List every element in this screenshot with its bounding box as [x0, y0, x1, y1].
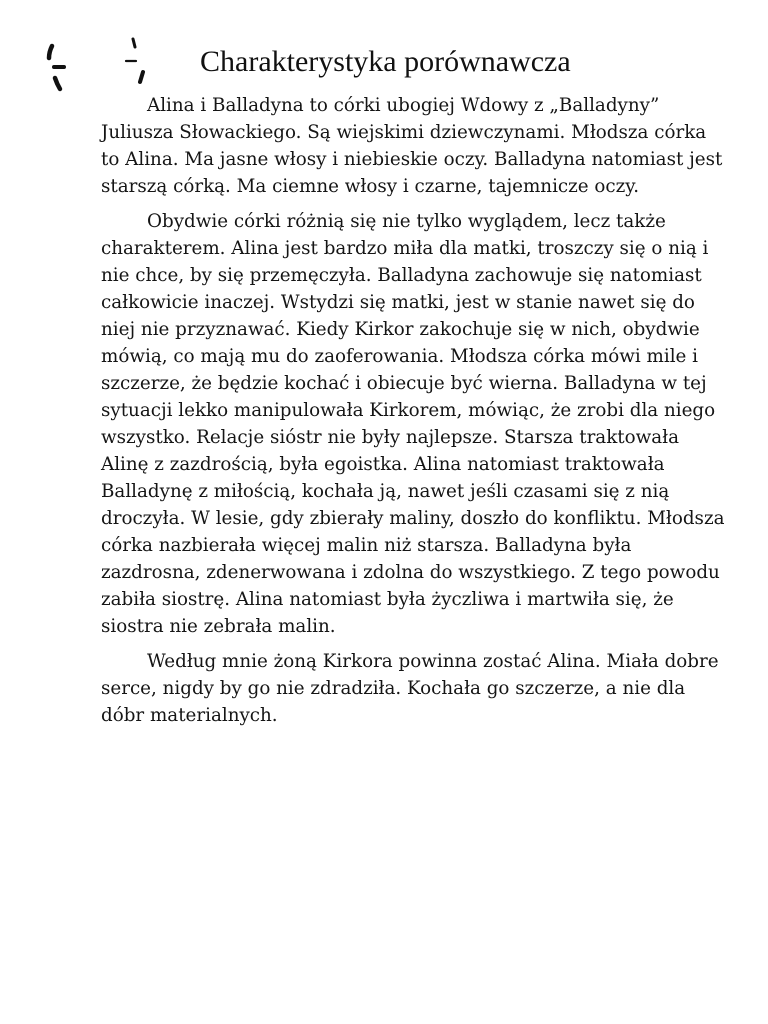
pen-scribble-marks-icon	[40, 30, 160, 100]
paragraph-intro: Alina i Balladyna to córki ubogiej Wdowy z „Balladyny” Juliusza Słowackiego. Są wiejskimi dziewczynami. Młodsza córka to Alina. Ma jasne włosy i niebieskie oczy. Balladyna natomiast jest starszą córką. Ma ciemne włosy i czarne, tajemnicze oczy.	[101, 95, 723, 197]
essay-body	[101, 92, 725, 737]
paragraph-comparison: Obydwie córki różnią się nie tylko wyglądem, lecz także charakterem. Alina jest bardzo miła dla matki, troszczy się o nią i nie chce, by się przemęczyła. Balladyna zachowuje się natomiast całkowicie inaczej. Wstydzi się matki, jest w stanie nawet się do niej nie przyznawać. Kiedy Kirkor zakochuje się w nich, obydwie mówią, co mają mu do zaoferowania. Młodsza córka mówi mile i szczerze, że będzie kochać i obiecuje być wierna. Balladyna w tej sytuacji lekko manipulowała Kirkorem, mówiąc, że zrobi dla niego wszystko. Relacje sióstr nie były najlepsze. Starsza traktowała Alinę z zazdrością, była egoistka. Alina natomiast traktowała Balladynę z miłością, kochała ją, nawet jeśli czasami się z nią droczyła. W lesie, gdy zbierały maliny, doszło do konfliktu. Młodsza córka nazbierała więcej malin niż starsza. Balladyna była zazdrosna, zdenerwowana i zdolna do wszystkiego. Z tego powodu zabiła siostrę. Alina natomiast była życzliwa i martwiła się, że siostra nie zebrała malin.	[101, 211, 725, 637]
paragraph-conclusion: Według mnie żoną Kirkora powinna zostać Alina. Miała dobre serce, nigdy by go nie zdradziła. Kochała go szczerze, a nie dla dóbr materialnych.	[101, 651, 719, 726]
page-title: Charakterystyka porównawcza	[200, 45, 571, 78]
